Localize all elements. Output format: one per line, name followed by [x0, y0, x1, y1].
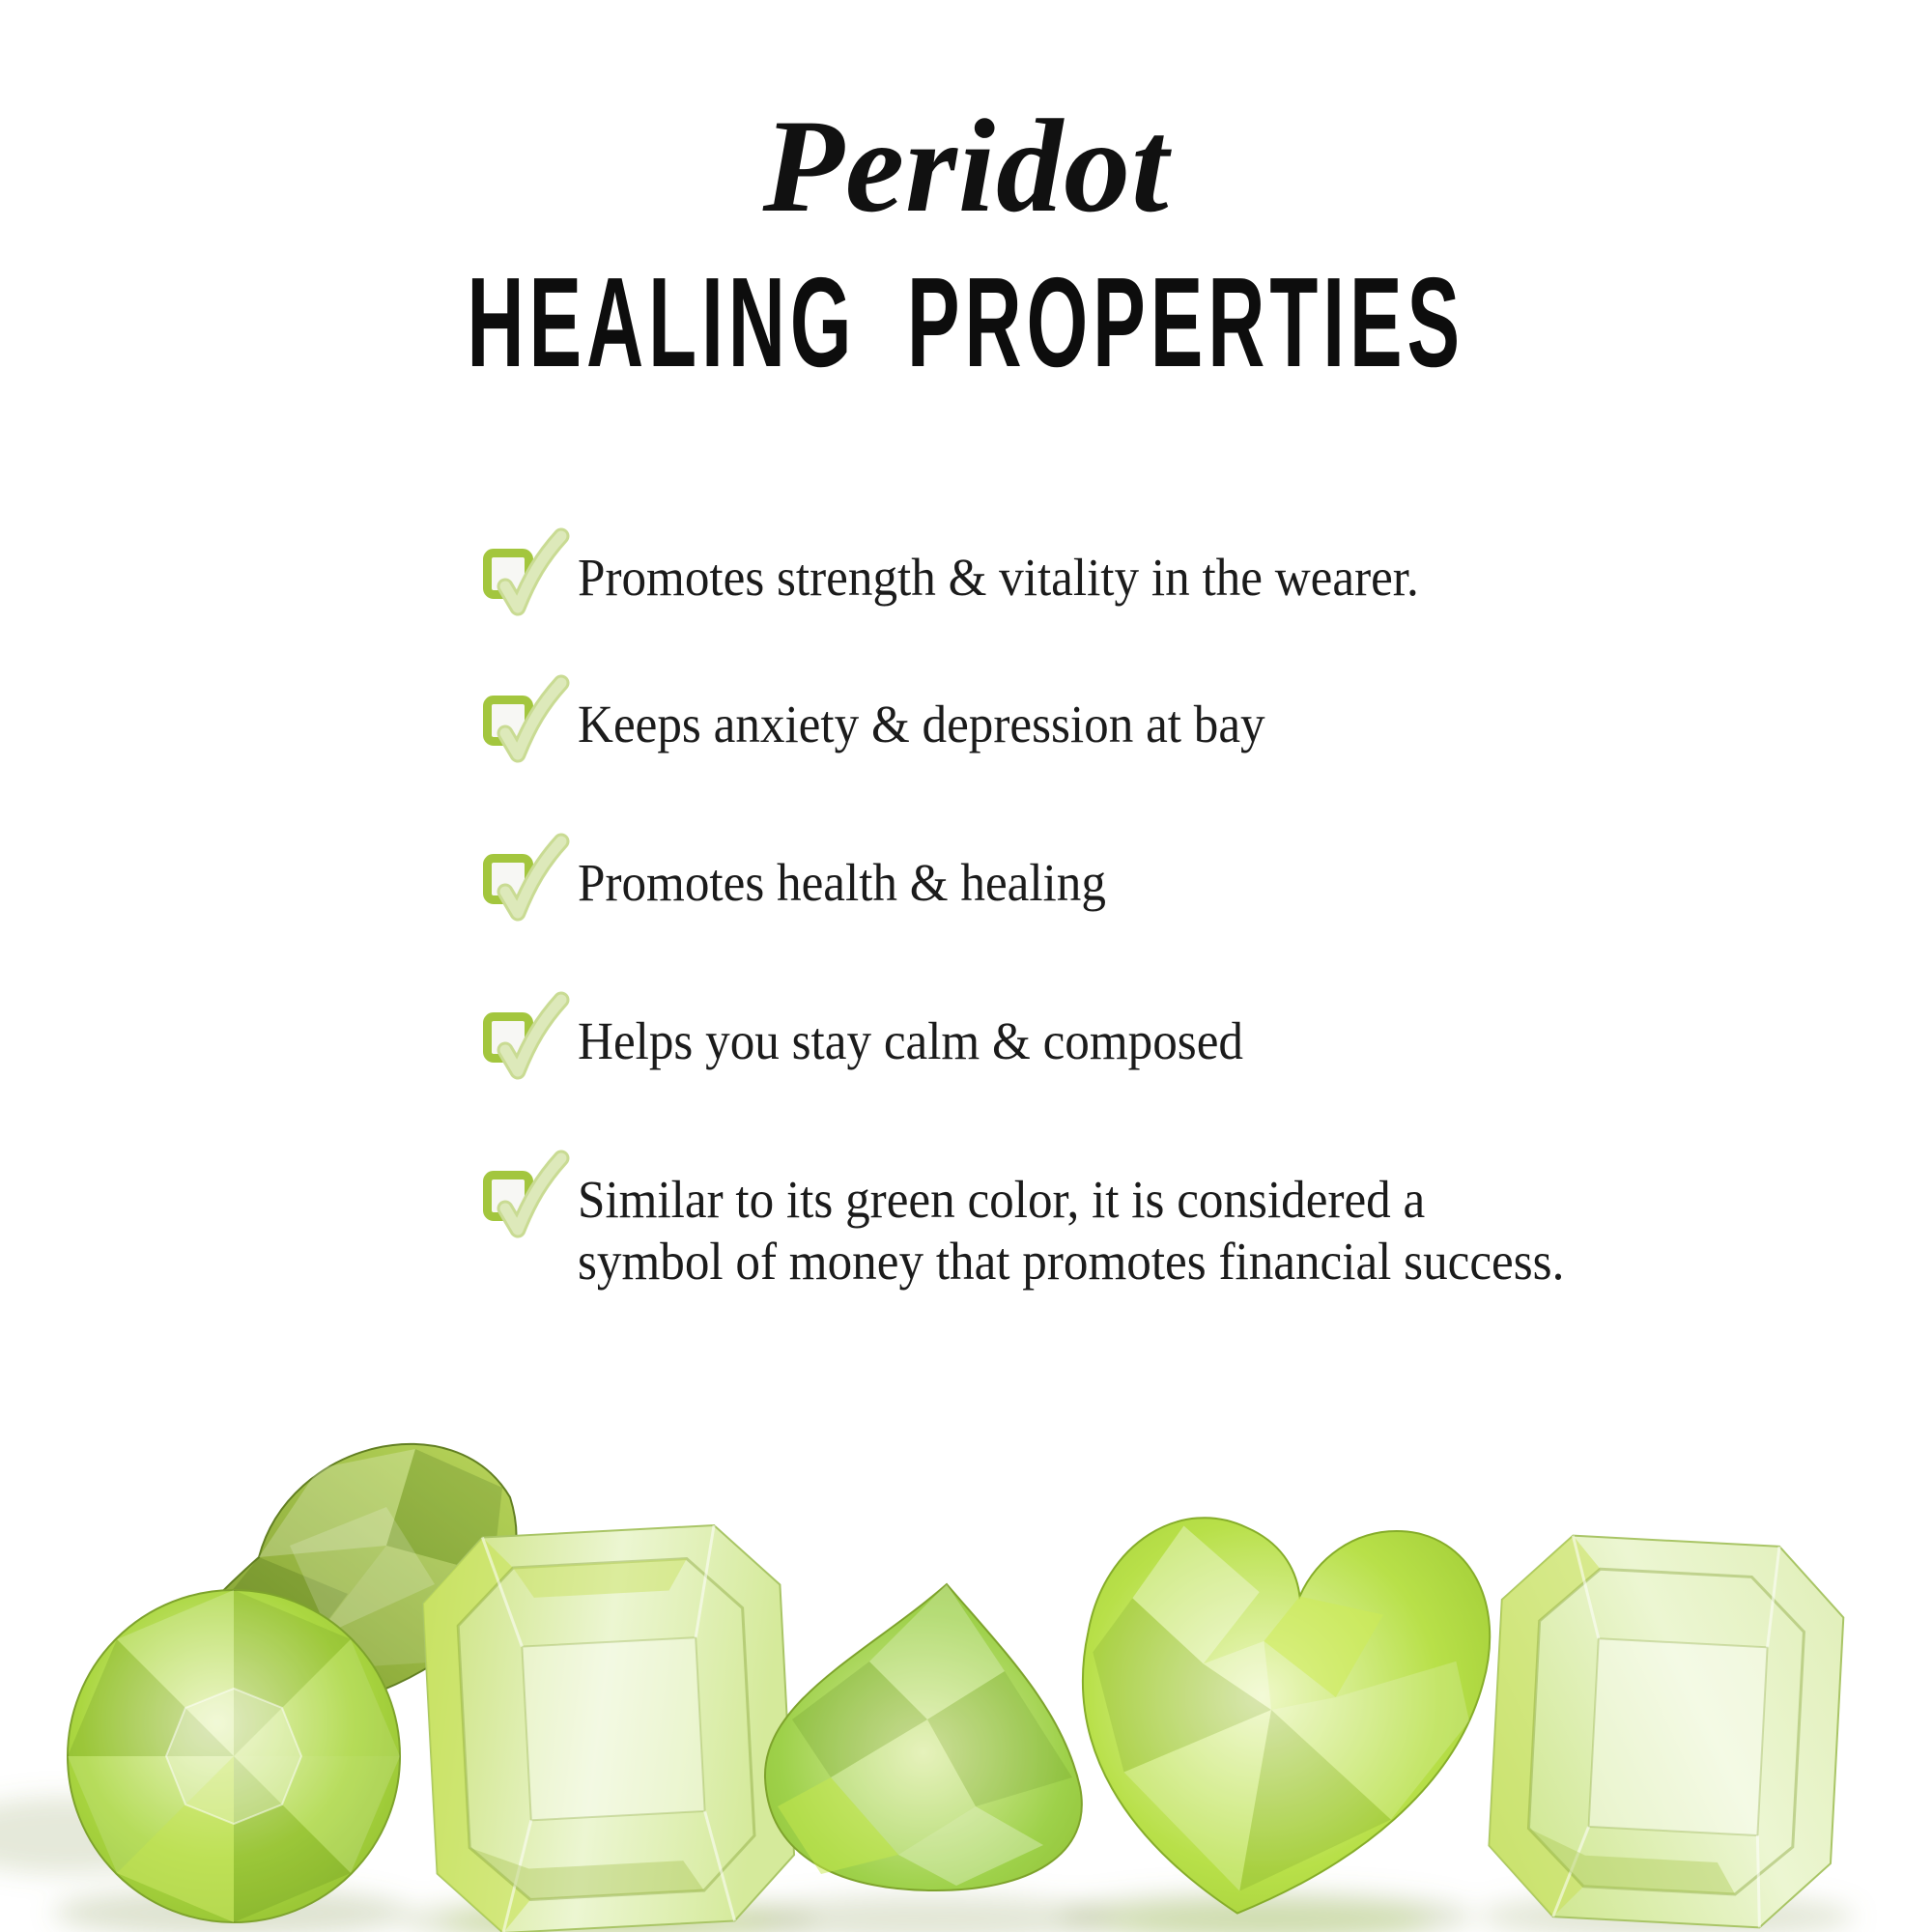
checkbox-checked-icon [483, 854, 533, 904]
page-subtitle [0, 251, 1932, 393]
heart-cut-peridot [1059, 1499, 1500, 1932]
round-cut-peridot [68, 1590, 400, 1922]
checklist-item-text [578, 1010, 1243, 1072]
pear-cut-peridot [765, 1584, 1082, 1890]
checklist-item-text [578, 1169, 1564, 1293]
checkmark-icon [486, 986, 575, 1087]
checkbox-checked-icon [483, 696, 533, 746]
square-step-cut-peridot [1486, 1532, 1847, 1931]
checklist-line: Helps you stay calm & composed [578, 1011, 1243, 1070]
checklist-item [483, 694, 1317, 755]
checklist-item-text [578, 547, 1419, 609]
checkbox-checked-icon [483, 549, 533, 599]
checklist-item [483, 547, 1482, 609]
checklist-item [483, 852, 1146, 914]
checklist-line: Promotes health & healing [578, 853, 1106, 912]
checklist-line: Similar to its green color, it is considered a [578, 1170, 1426, 1229]
checkmark-icon [486, 523, 575, 623]
checklist-line: Keeps anxiety & depression at bay [578, 695, 1265, 753]
checklist-line: Promotes strength & vitality in the wearer. [578, 548, 1419, 607]
page-title: Peridot [762, 92, 1170, 240]
checklist-line: symbol of money that promotes financial success. [578, 1232, 1565, 1291]
checkbox-checked-icon [483, 1171, 533, 1221]
emerald-cut-peridot [420, 1522, 798, 1932]
checkmark-icon [486, 828, 575, 928]
checklist-item-text [578, 694, 1265, 755]
checklist-item-text [578, 852, 1106, 914]
checkmark-icon [486, 1145, 575, 1245]
checkmark-icon [486, 669, 575, 770]
page-subtitle-text: HEALING PROPERTIES [467, 251, 1465, 393]
checklist-item [483, 1010, 1293, 1072]
checkbox-checked-icon [483, 1012, 533, 1063]
checklist-item [483, 1169, 1638, 1293]
peridot-gems-photo [0, 1352, 1932, 1932]
